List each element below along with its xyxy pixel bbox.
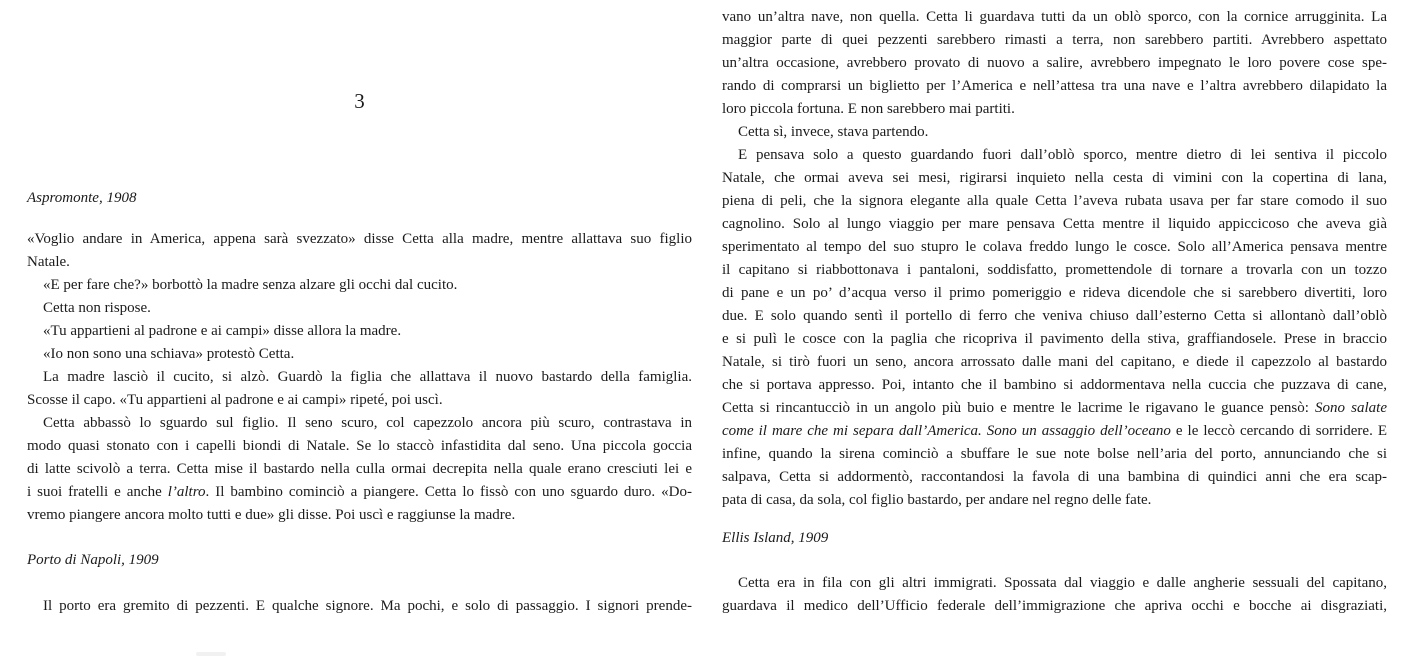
text-line: Il porto era gremito di pezzenti. E qualche signore. Ma pochi, e solo di passaggio. I signori prende- — [43, 598, 692, 614]
text-line: maggior parte di quei pezzenti sarebbero rimasti a terra, non sarebbero partiti. Avrebbero aspettato — [722, 32, 1387, 48]
book-page-left — [27, 0, 692, 656]
text-line: Cetta si rincantucciò in un angolo più buio e mentre le lacrime le rigavano le guance pensò: Sono salate — [722, 400, 1387, 416]
text-line: il capitano si riabbottonava i pantaloni, soddisfatto, promettendole di tornare a trovarla con un tozzo — [722, 262, 1387, 278]
text-line: i suoi fratelli e anche l’altro. Il bambino cominciò a piangere. Cetta lo fissò con uno sguardo duro. «Do- — [27, 484, 692, 500]
text-line: cagnolino. Solo al lungo viaggio per mare pensava Cetta mentre il liquido appiccicoso che aveva già — [722, 216, 1387, 232]
text-block — [722, 572, 1387, 618]
text-line: E pensava solo a questo guardando fuori dall’oblò sporco, mentre dietro di lei sentiva il piccolo — [738, 147, 1387, 163]
text-line: di latte scivolò a terra. Cetta mise il bastardo nella culla ormai decrepita nella quale erano cresciuti lei e — [27, 461, 692, 477]
section-heading-porto-di-napoli: Porto di Napoli, 1909 — [27, 552, 159, 568]
text-line: Natale, che ormai aveva sei mesi, rigirarsi inquieto nella cesta di vimini con la copertina di lana, — [722, 170, 1387, 186]
text-line: di pane e un po’ d’acqua verso il primo pomeriggio e rideva dicendole che si sarebbero divertiti, loro — [722, 285, 1387, 301]
text-line: modo quasi stonato con i capelli biondi di Natale. Se lo staccò infastidita dal seno. Una piccola goccia — [27, 438, 692, 454]
text-line: infine, quando la sirena cominciò a sbuffare le sue note bolse nell’aria del porto, annunciando che si — [722, 446, 1387, 462]
text-line: Cetta non rispose. — [43, 300, 151, 316]
text-line: loro piccola fortuna. E non sarebbero mai partiti. — [722, 101, 1015, 117]
text-line: Natale, si tirò fuori un seno, ancora arrossato dalle mani del capitano, e diede il capezzolo al bastardo — [722, 354, 1387, 370]
text-line: «Io non sono una schiava» protestò Cetta. — [43, 346, 295, 362]
text-line: e si pulì le cosce con la paglia che ricopriva il pavimento della stiva, graffiandosele. Prese in braccio — [722, 331, 1387, 347]
text-line: che si portava appresso. Poi, intanto che il bambino si addormentava nella cuccia che puzzava di cane, — [722, 377, 1387, 393]
text-line: vremo piangere ancora molto tutti e due» gli disse. Poi uscì e raggiunse la madre. — [27, 507, 516, 523]
text-line: salpava, Cetta si addormentò, raccontandosi la favola di una bambina di quindici anni che era scap- — [722, 469, 1387, 485]
text-line: guardava il medico dell’Ufficio federale dell’immigrazione che apriva occhi e bocche ai disgraziati, — [722, 598, 1387, 614]
text-block — [722, 6, 1387, 512]
text-line: Cetta era in fila con gli altri immigrati. Spossata dal viaggio e dalle angherie sessuali del capitano, — [738, 575, 1387, 591]
text-line: «E per fare che?» borbottò la madre senza alzare gli occhi dal cucito. — [43, 277, 458, 293]
text-line: Cetta sì, invece, stava partendo. — [738, 124, 929, 140]
text-line: rando di comprarsi un biglietto per l’America e nell’attesa tra una nave e l’altra avrebbero dilapidato la — [722, 78, 1387, 94]
text-line: pata di casa, da sola, col figlio bastardo, per andare nel regno delle fate. — [722, 492, 1152, 508]
text-line: Scosse il capo. «Tu appartieni al padrone e ai campi» ripeté, poi uscì. — [27, 392, 443, 408]
text-line: piena di peli, che la signora elegante alla quale Cetta l’aveva rubata usava per far stare comodo il suo — [722, 193, 1387, 209]
text-line: un’altra occasione, avrebbero provato di nuovo a salire, avrebbero impegnato le loro povere cose spe- — [722, 55, 1387, 71]
text-block — [27, 595, 692, 618]
section-heading-ellis-island: Ellis Island, 1909 — [722, 530, 829, 546]
text-line: come il mare che mi separa dall’America. Sono un assaggio dell’oceano e le leccò cercando di sorridere. E — [722, 423, 1387, 439]
book-page-right — [722, 0, 1387, 656]
section-heading-aspromonte: Aspromonte, 1908 — [27, 190, 137, 206]
chapter-number: 3 — [354, 89, 365, 113]
text-line: due. E solo quando sentì il portello di ferro che veniva chiuso dall’esterno Cetta si allontanò dall’oblò — [722, 308, 1387, 324]
text-line: La madre lasciò il cucito, si alzò. Guardò la figlia che allattava il nuovo bastardo della famiglia. — [43, 369, 692, 385]
text-line: Natale. — [27, 254, 70, 270]
text-block — [27, 228, 692, 527]
text-line: vano un’altra nave, non quella. Cetta li guardava tutti da un oblò sporco, con la cornice arrugginita. La — [722, 9, 1387, 25]
text-line: «Voglio andare in America, appena sarà svezzato» disse Cetta alla madre, mentre allattava suo figlio — [27, 231, 692, 247]
text-line: Cetta abbassò lo sguardo sul figlio. Il seno scuro, col capezzolo ancora più scuro, contrastava in — [43, 415, 692, 431]
text-line: sperimentato al tempo del suo stupro le colava freddo lungo le cosce. Solo all’America pensava mentre — [722, 239, 1387, 255]
text-line: «Tu appartieni al padrone e ai campi» disse allora la madre. — [43, 323, 402, 339]
bottom-edge-artifact — [196, 652, 226, 656]
